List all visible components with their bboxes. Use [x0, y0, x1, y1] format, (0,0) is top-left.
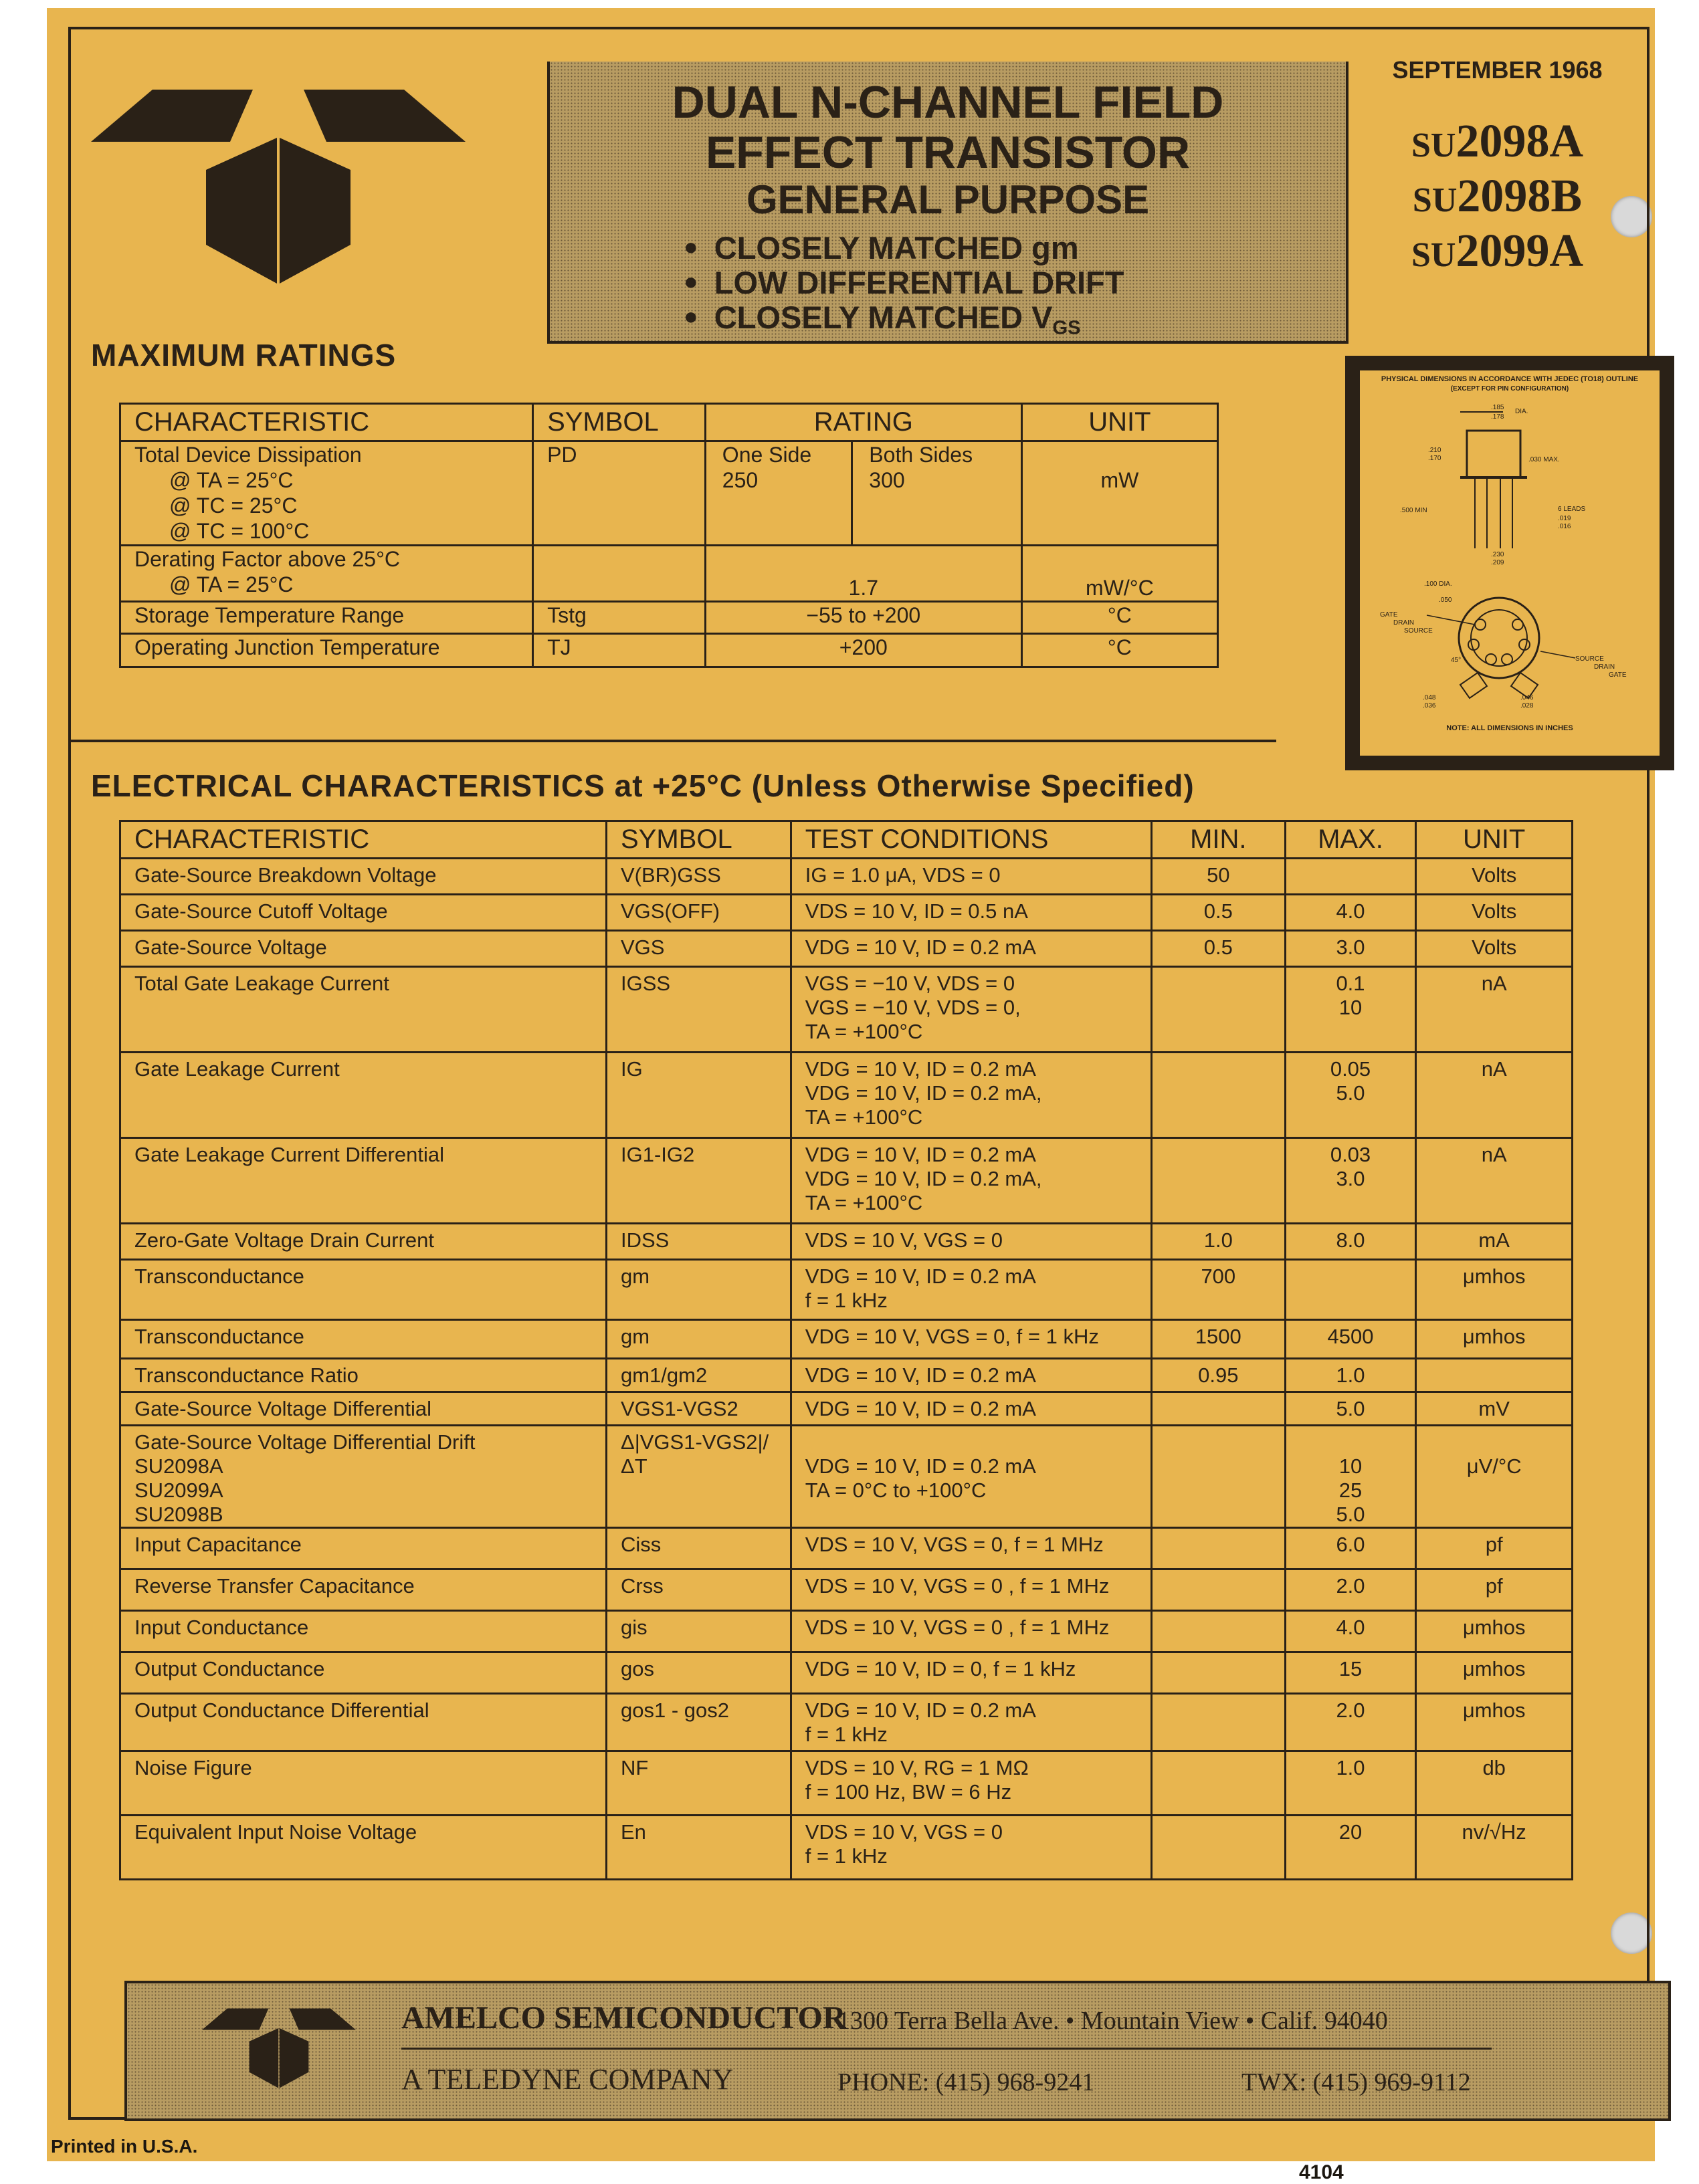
- title-line1: DUAL N-CHANNEL FIELD: [672, 77, 1224, 128]
- cell-characteristic: Total Gate Leakage Current: [120, 967, 607, 1053]
- cell-characteristic: Transconductance: [120, 1320, 607, 1359]
- cell-symbol: gos1 - gos2: [606, 1694, 791, 1751]
- cell-unit: μmhos: [1416, 1320, 1573, 1359]
- table-row: [120, 602, 1218, 634]
- cell-max: 4.0: [1285, 895, 1416, 931]
- cell-max: 6.0: [1285, 1528, 1416, 1569]
- svg-text:SOURCE: SOURCE: [1404, 627, 1433, 635]
- part-number: SU2098B: [1412, 171, 1583, 222]
- cell-max: [1285, 1260, 1416, 1320]
- cell-symbol: IDSS: [606, 1224, 791, 1260]
- cell-min: [1151, 1694, 1285, 1751]
- cell-unit: mA: [1416, 1224, 1573, 1260]
- svg-text:.046: .046: [1520, 694, 1534, 701]
- cell-test-conditions: VDG = 10 V, ID = 0.2 mA f = 1 kHz: [791, 1260, 1151, 1320]
- cell-min: [1151, 1816, 1285, 1880]
- svg-text:.030 MAX.: .030 MAX.: [1528, 456, 1560, 463]
- table-row: [120, 1359, 1573, 1392]
- cell-characteristic: Gate Leakage Current: [120, 1053, 607, 1138]
- cell-test-conditions: VDS = 10 V, VGS = 0: [791, 1224, 1151, 1260]
- svg-text:.048: .048: [1423, 694, 1436, 701]
- cell-test-conditions: VDG = 10 V, ID = 0.2 mA VDG = 10 V, ID = 0.2 mA, TA = +100°C: [791, 1053, 1151, 1138]
- cell-min: [1151, 1528, 1285, 1569]
- svg-text:NOTE: ALL DIMENSIONS IN INCHES: NOTE: ALL DIMENSIONS IN INCHES: [1446, 724, 1573, 732]
- cell-max: 1.0: [1285, 1359, 1416, 1392]
- cell-max: [1285, 859, 1416, 895]
- cell-min: [1151, 1652, 1285, 1694]
- cell-min: 50: [1151, 859, 1285, 895]
- cell-unit: pf: [1416, 1528, 1573, 1569]
- cell-min: [1151, 1569, 1285, 1611]
- cell-symbol: En: [606, 1816, 791, 1880]
- svg-text:.500 MIN: .500 MIN: [1400, 507, 1427, 514]
- cell-unit: μmhos: [1416, 1652, 1573, 1694]
- col-header: RATING: [705, 404, 1021, 441]
- svg-text:6 LEADS: 6 LEADS: [1558, 506, 1586, 513]
- col-header: TEST CONDITIONS: [791, 821, 1151, 859]
- table-row: [120, 1053, 1573, 1138]
- cell-min: [1151, 1611, 1285, 1652]
- table-row: [120, 1569, 1573, 1611]
- cell-symbol: PD: [533, 441, 706, 546]
- cell-characteristic: Transconductance: [120, 1260, 607, 1320]
- cell-symbol: gm1/gm2: [606, 1359, 791, 1392]
- cell-characteristic: Output Conductance Differential: [120, 1694, 607, 1751]
- to18-package-drawing: [1360, 370, 1660, 756]
- svg-text:.178: .178: [1491, 413, 1504, 421]
- cell-test-conditions: VDG = 10 V, ID = 0.2 mA: [791, 1359, 1151, 1392]
- svg-text:.019: .019: [1558, 515, 1571, 522]
- cell-symbol: NF: [606, 1751, 791, 1816]
- cell-min: [1151, 967, 1285, 1053]
- cell-characteristic: Gate Leakage Current Differential: [120, 1138, 607, 1224]
- table-row: [120, 441, 1218, 546]
- svg-text:.050: .050: [1439, 596, 1452, 604]
- cell-characteristic: Total Device Dissipation @ TA = 25°C @ TC = 25°C @ TC = 100°C: [120, 441, 533, 546]
- cell-symbol: IG1-IG2: [606, 1138, 791, 1224]
- part-number: SU2099A: [1411, 225, 1584, 277]
- cell-test-conditions: VGS = −10 V, VDS = 0 VGS = −10 V, VDS = 0, TA = +100°C: [791, 967, 1151, 1053]
- cell-min: 1500: [1151, 1320, 1285, 1359]
- cell-characteristic: Storage Temperature Range: [120, 602, 533, 634]
- max-ratings-heading: MAXIMUM RATINGS: [91, 338, 397, 372]
- cell-test-conditions: VDG = 10 V, ID = 0.2 mA: [791, 1392, 1151, 1426]
- cell-unit: [1416, 1359, 1573, 1392]
- table-row: [120, 1652, 1573, 1694]
- cell-symbol: [533, 546, 706, 602]
- part-number: SU2098A: [1411, 116, 1584, 167]
- cell-unit: nv/√Hz: [1416, 1816, 1573, 1880]
- cell-symbol: VGS: [606, 931, 791, 967]
- svg-text:.016: .016: [1558, 523, 1571, 530]
- table-row: [120, 1751, 1573, 1816]
- cell-characteristic: Transconductance Ratio: [120, 1359, 607, 1392]
- cell-max: 4.0: [1285, 1611, 1416, 1652]
- footer-rule: [401, 2048, 1492, 2050]
- svg-text:.210: .210: [1428, 447, 1441, 454]
- issue-date: SEPTEMBER 1968: [1392, 56, 1603, 84]
- cell-characteristic: Noise Figure: [120, 1751, 607, 1816]
- cell-symbol: Tstg: [533, 602, 706, 634]
- table-row: [120, 634, 1218, 667]
- cell-characteristic: Output Conductance: [120, 1652, 607, 1694]
- table-row: [120, 859, 1573, 895]
- physical-dimensions-panel: [1345, 356, 1674, 770]
- cell-rating: One Side 250: [705, 441, 852, 546]
- cell-rating: Both Sides 300: [852, 441, 1021, 546]
- cell-unit: nA: [1416, 967, 1573, 1053]
- printed-in: Printed in U.S.A.: [51, 2136, 198, 2157]
- cell-max: 2.0: [1285, 1694, 1416, 1751]
- svg-text:45°: 45°: [1451, 657, 1462, 664]
- col-header: CHARACTERISTIC: [120, 404, 533, 441]
- cell-test-conditions: VDG = 10 V, VGS = 0, f = 1 kHz: [791, 1320, 1151, 1359]
- cell-test-conditions: VDG = 10 V, ID = 0.2 mA TA = 0°C to +100°C: [791, 1426, 1151, 1528]
- cell-symbol: gis: [606, 1611, 791, 1652]
- svg-text:.028: .028: [1520, 702, 1534, 709]
- feature-list: [684, 230, 1124, 345]
- svg-text:.100 DIA.: .100 DIA.: [1424, 580, 1452, 588]
- subtitle: GENERAL PURPOSE: [746, 177, 1150, 222]
- cell-unit: μmhos: [1416, 1260, 1573, 1320]
- svg-text:.170: .170: [1428, 455, 1441, 462]
- cell-rating: −55 to +200: [705, 602, 1021, 634]
- svg-text:GATE: GATE: [1609, 671, 1627, 679]
- title-block: [547, 62, 1348, 344]
- teledyne-logo-icon: [91, 90, 466, 284]
- electrical-characteristics-table: [119, 820, 1573, 1880]
- col-header: SYMBOL: [533, 404, 706, 441]
- cell-characteristic: Input Conductance: [120, 1611, 607, 1652]
- cell-characteristic: Gate-Source Voltage Differential Drift SU2098A SU2099A SU2098B: [120, 1426, 607, 1528]
- cell-characteristic: Gate-Source Voltage: [120, 931, 607, 967]
- cell-unit: °C: [1021, 602, 1217, 634]
- cell-characteristic: Operating Junction Temperature: [120, 634, 533, 667]
- cell-unit: mV: [1416, 1392, 1573, 1426]
- twx-number: TWX: (415) 969-9112: [1241, 2068, 1471, 2096]
- cell-symbol: gos: [606, 1652, 791, 1694]
- table-row: [120, 1224, 1573, 1260]
- cell-test-conditions: IG = 1.0 μA, VDS = 0: [791, 859, 1151, 895]
- cell-test-conditions: VDG = 10 V, ID = 0.2 mA VDG = 10 V, ID = 0.2 mA, TA = +100°C: [791, 1138, 1151, 1224]
- cell-max: 0.05 5.0: [1285, 1053, 1416, 1138]
- cell-test-conditions: VDG = 10 V, ID = 0.2 mA f = 1 kHz: [791, 1694, 1151, 1751]
- cell-unit: Volts: [1416, 931, 1573, 967]
- cell-symbol: Crss: [606, 1569, 791, 1611]
- table-row: [120, 1426, 1573, 1528]
- cell-max: 8.0: [1285, 1224, 1416, 1260]
- feature-item: ● CLOSELY MATCHED gm: [684, 230, 1124, 265]
- feature-item: ● LOW DIFFERENTIAL DRIFT: [684, 265, 1124, 300]
- cell-unit: Volts: [1416, 859, 1573, 895]
- cell-unit: μV/°C: [1416, 1426, 1573, 1528]
- company-address: 1300 Terra Bella Ave. • Mountain View • Calif. 94040: [837, 2007, 1388, 2035]
- cell-min: [1151, 1426, 1285, 1528]
- svg-text:PHYSICAL DIMENSIONS IN ACCORDA: PHYSICAL DIMENSIONS IN ACCORDANCE WITH JEDEC (TO18) OUTLINE: [1381, 375, 1639, 383]
- document-number: 4104: [1299, 2161, 1344, 2183]
- table-row: [120, 1528, 1573, 1569]
- cell-min: [1151, 1053, 1285, 1138]
- cell-symbol: IGSS: [606, 967, 791, 1053]
- table-row: [120, 1694, 1573, 1751]
- svg-text:.230: .230: [1491, 551, 1504, 558]
- cell-symbol: VGS(OFF): [606, 895, 791, 931]
- phone-number: PHONE: (415) 968-9241: [837, 2068, 1095, 2096]
- cell-min: 0.5: [1151, 895, 1285, 931]
- cell-max: 3.0: [1285, 931, 1416, 967]
- cell-max: 2.0: [1285, 1569, 1416, 1611]
- cell-rating: +200: [705, 634, 1021, 667]
- svg-text:DRAIN: DRAIN: [1393, 619, 1415, 627]
- footer-banner: [124, 1981, 1671, 2121]
- table-row: [120, 1611, 1573, 1652]
- cell-unit: nA: [1416, 1138, 1573, 1224]
- company-name: AMELCO SEMICONDUCTOR: [401, 2000, 846, 2036]
- svg-text:.185: .185: [1491, 404, 1504, 411]
- feature-item: ● CLOSELY MATCHED $V_{GS}$: [684, 300, 1124, 345]
- cell-symbol: TJ: [533, 634, 706, 667]
- col-header: MIN.: [1151, 821, 1285, 859]
- cell-max: 20: [1285, 1816, 1416, 1880]
- svg-text:(EXCEPT FOR PIN CONFIGURATION): (EXCEPT FOR PIN CONFIGURATION): [1450, 385, 1569, 393]
- section-divider: [71, 740, 1276, 742]
- table-row: [120, 546, 1218, 602]
- cell-symbol: IG: [606, 1053, 791, 1138]
- table-row: [120, 1816, 1573, 1880]
- cell-test-conditions: VDS = 10 V, VGS = 0 , f = 1 MHz: [791, 1611, 1151, 1652]
- cell-symbol: VGS1-VGS2: [606, 1392, 791, 1426]
- cell-characteristic: Reverse Transfer Capacitance: [120, 1569, 607, 1611]
- cell-test-conditions: VDS = 10 V, VGS = 0 , f = 1 MHz: [791, 1569, 1151, 1611]
- table-row: [120, 967, 1573, 1053]
- cell-min: [1151, 1751, 1285, 1816]
- svg-text:.209: .209: [1491, 559, 1504, 566]
- cell-characteristic: Gate-Source Cutoff Voltage: [120, 895, 607, 931]
- cell-symbol: gm: [606, 1260, 791, 1320]
- cell-symbol: Ciss: [606, 1528, 791, 1569]
- cell-symbol: gm: [606, 1320, 791, 1359]
- cell-max: 1.0: [1285, 1751, 1416, 1816]
- table-row: [120, 1392, 1573, 1426]
- cell-min: [1151, 1392, 1285, 1426]
- cell-min: 0.95: [1151, 1359, 1285, 1392]
- cell-unit: db: [1416, 1751, 1573, 1816]
- cell-unit: μmhos: [1416, 1611, 1573, 1652]
- parent-company: A TELEDYNE COMPANY: [401, 2063, 734, 2096]
- cell-test-conditions: VDS = 10 V, VGS = 0 f = 1 kHz: [791, 1816, 1151, 1880]
- cell-max: 0.1 10: [1285, 967, 1416, 1053]
- cell-characteristic: Gate-Source Voltage Differential: [120, 1392, 607, 1426]
- cell-max: 4500: [1285, 1320, 1416, 1359]
- col-header: SYMBOL: [606, 821, 791, 859]
- electrical-heading: ELECTRICAL CHARACTERISTICS at +25°C (Unless Otherwise Specified): [91, 768, 1195, 803]
- table-row: [120, 895, 1573, 931]
- teledyne-logo-icon: [202, 1998, 356, 2098]
- cell-min: 700: [1151, 1260, 1285, 1320]
- table-row: [120, 931, 1573, 967]
- col-header: MAX.: [1285, 821, 1416, 859]
- col-header: UNIT: [1416, 821, 1573, 859]
- cell-min: [1151, 1138, 1285, 1224]
- cell-unit: pf: [1416, 1569, 1573, 1611]
- col-header: UNIT: [1021, 404, 1217, 441]
- cell-max: 10 25 5.0: [1285, 1426, 1416, 1528]
- cell-characteristic: Gate-Source Breakdown Voltage: [120, 859, 607, 895]
- cell-test-conditions: VDG = 10 V, ID = 0.2 mA: [791, 931, 1151, 967]
- cell-max: 5.0: [1285, 1392, 1416, 1426]
- svg-text:SOURCE: SOURCE: [1575, 655, 1604, 663]
- cell-max: 15: [1285, 1652, 1416, 1694]
- cell-symbol: V(BR)GSS: [606, 859, 791, 895]
- cell-unit: °C: [1021, 634, 1217, 667]
- table-row: [120, 1260, 1573, 1320]
- table-row: [120, 1138, 1573, 1224]
- svg-text:DRAIN: DRAIN: [1594, 663, 1615, 671]
- title-line2: EFFECT TRANSISTOR: [705, 127, 1191, 178]
- cell-characteristic: Input Capacitance: [120, 1528, 607, 1569]
- col-header: CHARACTERISTIC: [120, 821, 607, 859]
- electrical-rows: [120, 859, 1573, 1880]
- max-ratings-table: [119, 403, 1219, 668]
- svg-text:.036: .036: [1423, 702, 1436, 709]
- cell-min: 1.0: [1151, 1224, 1285, 1260]
- svg-text:DIA.: DIA.: [1515, 408, 1528, 415]
- cell-max: 0.03 3.0: [1285, 1138, 1416, 1224]
- svg-text:GATE: GATE: [1380, 611, 1398, 619]
- cell-min: 0.5: [1151, 931, 1285, 967]
- cell-test-conditions: VDS = 10 V, VGS = 0, f = 1 MHz: [791, 1528, 1151, 1569]
- cell-test-conditions: VDS = 10 V, ID = 0.5 nA: [791, 895, 1151, 931]
- cell-test-conditions: VDG = 10 V, ID = 0, f = 1 kHz: [791, 1652, 1151, 1694]
- cell-characteristic: Derating Factor above 25°C @ TA = 25°C: [120, 546, 533, 602]
- cell-characteristic: Zero-Gate Voltage Drain Current: [120, 1224, 607, 1260]
- cell-symbol: Δ|VGS1-VGS2|/ΔT: [606, 1426, 791, 1528]
- page-frame: [51, 27, 1650, 2183]
- cell-unit: nA: [1416, 1053, 1573, 1138]
- cell-unit: μmhos: [1416, 1694, 1573, 1751]
- table-row: [120, 1320, 1573, 1359]
- cell-rating: 1.7: [705, 546, 1021, 602]
- cell-unit: Volts: [1416, 895, 1573, 931]
- cell-unit: mW/°C: [1021, 546, 1217, 602]
- cell-characteristic: Equivalent Input Noise Voltage: [120, 1816, 607, 1880]
- cell-test-conditions: VDS = 10 V, RG = 1 MΩ f = 100 Hz, BW = 6 Hz: [791, 1751, 1151, 1816]
- cell-unit: mW: [1021, 441, 1217, 546]
